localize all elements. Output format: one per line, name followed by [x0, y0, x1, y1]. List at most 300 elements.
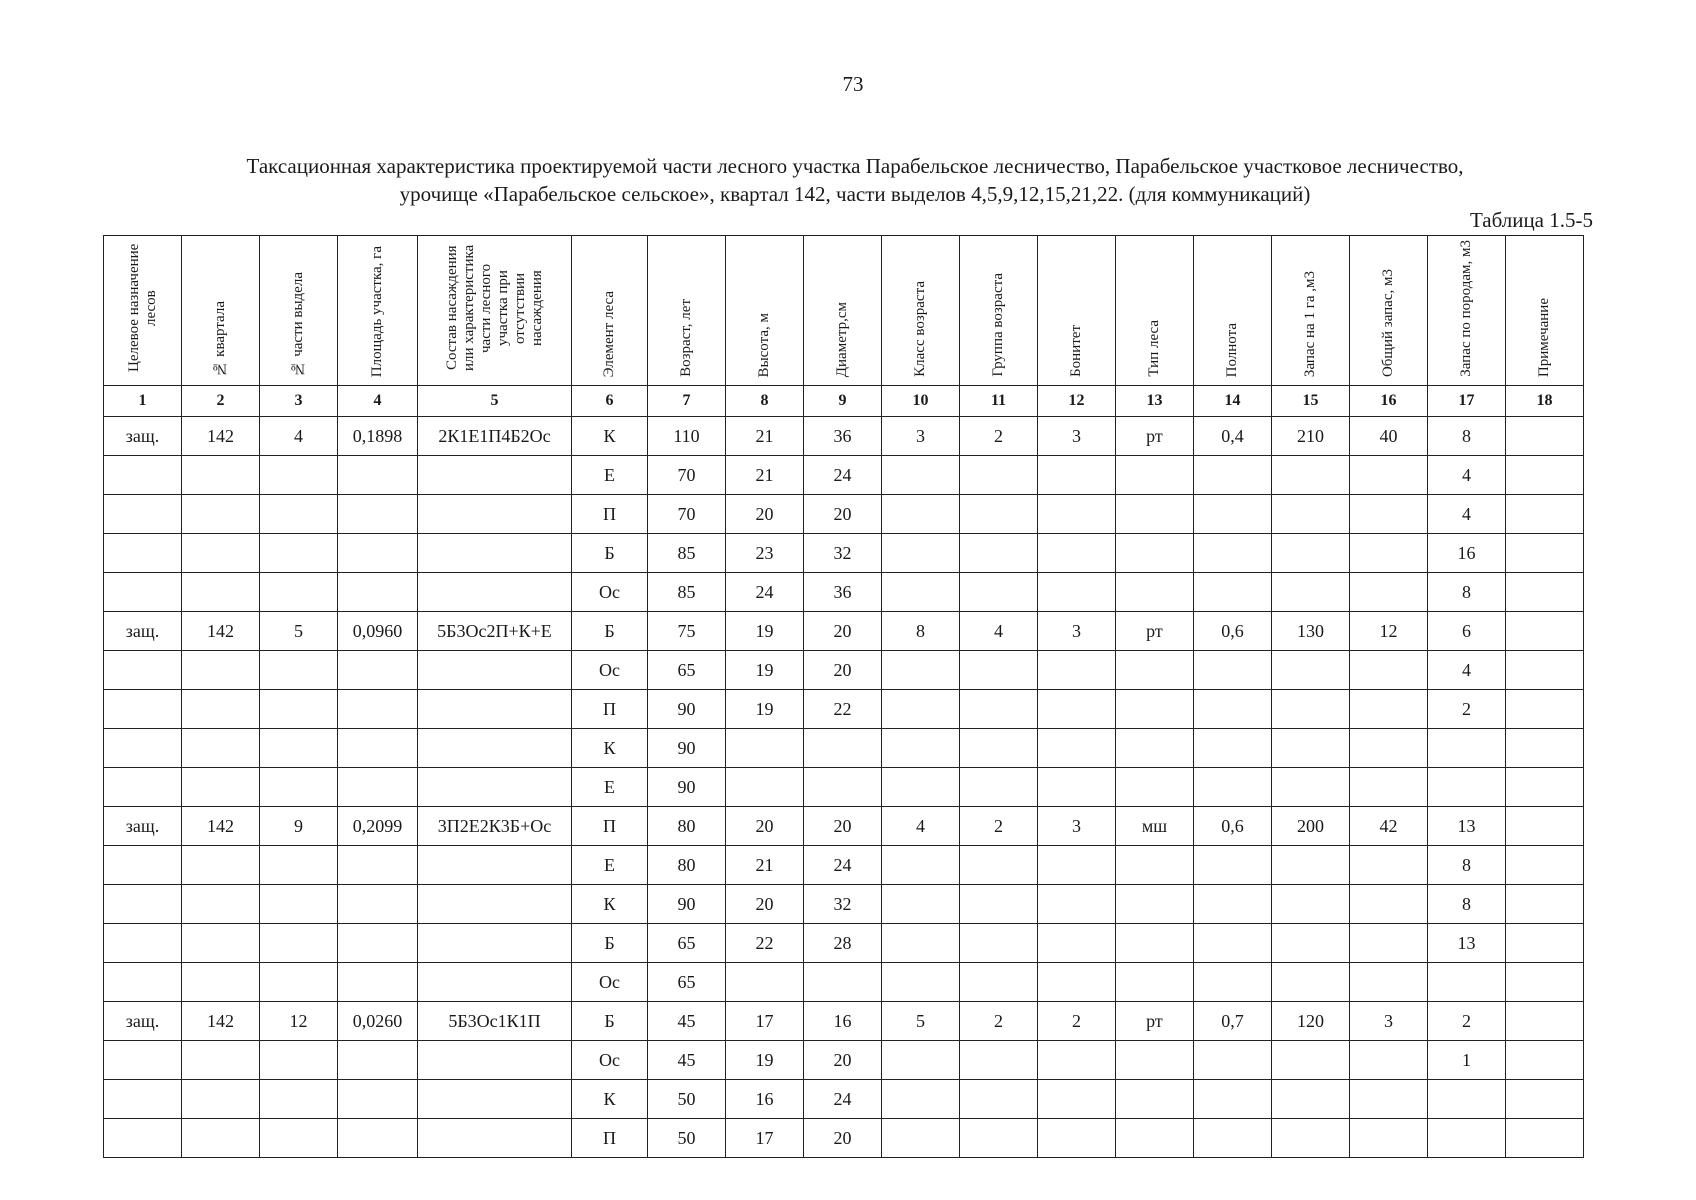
table-cell: 3П2Е2К3Б+Ос [418, 807, 572, 846]
table-cell: 22 [726, 924, 804, 963]
table-cell: 142 [182, 1002, 260, 1041]
table-cell: 16 [1428, 534, 1506, 573]
table-cell [960, 495, 1038, 534]
table-cell: 42 [1350, 807, 1428, 846]
column-header-label: Класс возраста [912, 281, 928, 377]
table-cell: 20 [804, 651, 882, 690]
table-cell: 24 [726, 573, 804, 612]
table-cell: 21 [726, 456, 804, 495]
table-cell [960, 1119, 1038, 1158]
table-cell [1194, 768, 1272, 807]
table-cell [418, 1041, 572, 1080]
table-cell: 0,0260 [338, 1002, 418, 1041]
table-cell [1272, 1041, 1350, 1080]
table-cell: 28 [804, 924, 882, 963]
table-body [104, 417, 1584, 1158]
table-cell [260, 729, 338, 768]
table-cell [182, 729, 260, 768]
column-header-label: Запас на 1 га ,м3 [1302, 270, 1318, 377]
table-cell [1428, 963, 1506, 1002]
column-number: 8 [726, 386, 804, 417]
table-cell: 20 [804, 1119, 882, 1158]
table-cell [338, 534, 418, 573]
table-cell [418, 846, 572, 885]
table-cell [104, 456, 182, 495]
table-cell: 0,6 [1194, 807, 1272, 846]
table-cell [1272, 885, 1350, 924]
title-line-2: урочище «Парабельское сельское», квартал 142, части выделов 4,5,9,12,15,21,22. (для коммуникаций) [399, 182, 1311, 206]
table-cell: 24 [804, 1080, 882, 1119]
table-label: Таблица 1.5-5 [1469, 208, 1593, 232]
table-cell: 32 [804, 885, 882, 924]
table-cell: 22 [804, 690, 882, 729]
column-header-label: Полнота [1224, 322, 1240, 377]
table-cell: К [572, 417, 648, 456]
table-cell [1506, 573, 1584, 612]
column-header [182, 236, 260, 386]
table-cell: 0,1898 [338, 417, 418, 456]
table-cell [338, 495, 418, 534]
table-cell: 0,6 [1194, 612, 1272, 651]
table-cell: 80 [648, 807, 726, 846]
table-cell [418, 768, 572, 807]
table-cell: К [572, 729, 648, 768]
table-cell [1116, 846, 1194, 885]
column-number: 6 [572, 386, 648, 417]
table-cell [1272, 651, 1350, 690]
table-row [104, 807, 1584, 846]
table-cell: 65 [648, 651, 726, 690]
table-cell [182, 768, 260, 807]
table-cell [1428, 729, 1506, 768]
table-cell: 3 [1038, 807, 1116, 846]
table-row [104, 729, 1584, 768]
table-cell [1350, 963, 1428, 1002]
table-cell: 130 [1272, 612, 1350, 651]
table-cell: 2 [960, 1002, 1038, 1041]
table-cell [338, 846, 418, 885]
table-cell [1506, 495, 1584, 534]
table-cell: Ос [572, 1041, 648, 1080]
table-cell [1038, 495, 1116, 534]
table-cell [1506, 612, 1584, 651]
table-cell: 19 [726, 1041, 804, 1080]
table-cell: П [572, 1119, 648, 1158]
table-cell: 12 [1350, 612, 1428, 651]
column-header [1272, 236, 1350, 386]
table-cell [1116, 1080, 1194, 1119]
table-cell [882, 534, 960, 573]
column-header [882, 236, 960, 386]
table-cell [260, 690, 338, 729]
table-row [104, 846, 1584, 885]
table-cell [182, 1041, 260, 1080]
column-number: 15 [1272, 386, 1350, 417]
table-cell [882, 1080, 960, 1119]
table-cell [882, 1041, 960, 1080]
table-cell: П [572, 690, 648, 729]
table-cell: защ. [104, 612, 182, 651]
column-number: 7 [648, 386, 726, 417]
table-cell [260, 846, 338, 885]
column-header [1506, 236, 1584, 386]
table-row [104, 1080, 1584, 1119]
table-cell [1506, 417, 1584, 456]
table-cell [104, 768, 182, 807]
table-cell: Б [572, 612, 648, 651]
table-row [104, 1119, 1584, 1158]
table-cell: 17 [726, 1119, 804, 1158]
table-cell [1506, 1041, 1584, 1080]
column-header-label: Высота, м [756, 312, 772, 377]
column-header-label: Состав насаждения или характеристика части лесного участка при отсутствии насаждения [443, 244, 545, 372]
table-cell: Е [572, 846, 648, 885]
table-cell [1038, 924, 1116, 963]
table-cell: 90 [648, 690, 726, 729]
column-number: 5 [418, 386, 572, 417]
column-header [726, 236, 804, 386]
table-cell [1428, 768, 1506, 807]
table-cell [1272, 573, 1350, 612]
table-cell [338, 690, 418, 729]
table-cell [804, 729, 882, 768]
table-cell [1506, 456, 1584, 495]
table-cell [960, 651, 1038, 690]
table-row [104, 1002, 1584, 1041]
column-header [1350, 236, 1428, 386]
table-cell [1350, 924, 1428, 963]
table-cell: 3 [882, 417, 960, 456]
table-cell [1194, 729, 1272, 768]
column-header [804, 236, 882, 386]
table-cell [1506, 534, 1584, 573]
table-cell [338, 573, 418, 612]
table-cell [418, 573, 572, 612]
column-header-label: Диаметр,см [834, 301, 850, 377]
table-cell: 80 [648, 846, 726, 885]
table-cell: 6 [1428, 612, 1506, 651]
table-cell [104, 495, 182, 534]
table-cell: П [572, 807, 648, 846]
table-cell [1116, 456, 1194, 495]
table-cell [418, 885, 572, 924]
table-cell: 5 [882, 1002, 960, 1041]
table-cell: защ. [104, 807, 182, 846]
table-cell [104, 885, 182, 924]
table-cell: 1 [1428, 1041, 1506, 1080]
table-cell: 45 [648, 1041, 726, 1080]
column-number: 18 [1506, 386, 1584, 417]
table-cell [1116, 924, 1194, 963]
table-row [104, 690, 1584, 729]
table-cell [338, 456, 418, 495]
title-line-1: Таксационная характеристика проектируемой части лесного участка Парабельское лесничество, Парабельское участковое лесничество, [246, 154, 1464, 178]
table-row [104, 1041, 1584, 1080]
column-number: 2 [182, 386, 260, 417]
table-cell: 24 [804, 846, 882, 885]
table-cell: 40 [1350, 417, 1428, 456]
table-cell [1194, 690, 1272, 729]
table-cell: 90 [648, 885, 726, 924]
column-header [1194, 236, 1272, 386]
table-cell [882, 1119, 960, 1158]
table-cell [1350, 885, 1428, 924]
table-cell: 200 [1272, 807, 1350, 846]
table-cell [1350, 651, 1428, 690]
table-cell [1194, 495, 1272, 534]
table-cell [104, 534, 182, 573]
table-cell [1272, 924, 1350, 963]
table-cell [260, 1080, 338, 1119]
table-cell [338, 885, 418, 924]
table-cell [1350, 1119, 1428, 1158]
table-cell [338, 1080, 418, 1119]
table-cell: 85 [648, 534, 726, 573]
column-header [260, 236, 338, 386]
table-cell [1272, 534, 1350, 573]
table-cell [882, 885, 960, 924]
table-cell: 142 [182, 417, 260, 456]
table-cell: Е [572, 456, 648, 495]
column-header-label: Элемент леса [601, 290, 617, 377]
table-title [110, 152, 1600, 208]
column-header-label: Группа возраста [990, 273, 1006, 377]
table-cell [1272, 768, 1350, 807]
table-cell [182, 1119, 260, 1158]
table-cell [260, 963, 338, 1002]
table-cell [1506, 1119, 1584, 1158]
table-cell: 8 [882, 612, 960, 651]
table-cell [1038, 573, 1116, 612]
table-cell: 8 [1428, 417, 1506, 456]
table-cell: 2 [960, 807, 1038, 846]
table-cell: 2 [1428, 1002, 1506, 1041]
table-cell [260, 885, 338, 924]
table-cell [260, 1119, 338, 1158]
table-row [104, 495, 1584, 534]
table-cell: П [572, 495, 648, 534]
table-cell [418, 456, 572, 495]
table-cell [1506, 768, 1584, 807]
table-cell: 0,0960 [338, 612, 418, 651]
table-cell: 90 [648, 729, 726, 768]
table-cell [1038, 1119, 1116, 1158]
table-cell [418, 729, 572, 768]
table-cell: 142 [182, 612, 260, 651]
table-cell: 20 [726, 807, 804, 846]
table-cell [1350, 534, 1428, 573]
column-header-label: Тип леса [1146, 320, 1162, 377]
table-cell [338, 729, 418, 768]
column-number: 11 [960, 386, 1038, 417]
table-cell: 36 [804, 573, 882, 612]
table-cell [804, 768, 882, 807]
table-cell [338, 768, 418, 807]
table-cell [182, 534, 260, 573]
table-cell [418, 924, 572, 963]
table-cell [182, 1080, 260, 1119]
column-header [1428, 236, 1506, 386]
table-cell [882, 651, 960, 690]
table-cell [1194, 846, 1272, 885]
table-cell [104, 690, 182, 729]
table-cell [1194, 963, 1272, 1002]
column-header [572, 236, 648, 386]
table-cell: 2К1Е1П4Б2Ос [418, 417, 572, 456]
table-cell [726, 768, 804, 807]
column-header [338, 236, 418, 386]
table-cell [1038, 1080, 1116, 1119]
table-cell: 19 [726, 612, 804, 651]
table-cell [1116, 729, 1194, 768]
table-cell [260, 1041, 338, 1080]
table-row [104, 768, 1584, 807]
table-cell [260, 573, 338, 612]
table-cell: 120 [1272, 1002, 1350, 1041]
table-cell: 20 [804, 612, 882, 651]
table-cell [338, 651, 418, 690]
column-header [648, 236, 726, 386]
table-cell [338, 924, 418, 963]
table-cell [104, 924, 182, 963]
table-cell: 2 [1428, 690, 1506, 729]
table-cell: 3 [1038, 417, 1116, 456]
table-cell [1194, 456, 1272, 495]
table-cell [1350, 456, 1428, 495]
table-cell [1116, 651, 1194, 690]
table-cell: 70 [648, 495, 726, 534]
table-cell: защ. [104, 417, 182, 456]
table-cell [726, 963, 804, 1002]
table-cell: 4 [260, 417, 338, 456]
column-number: 4 [338, 386, 418, 417]
table-cell [1038, 1041, 1116, 1080]
table-cell [882, 495, 960, 534]
table-cell: 21 [726, 417, 804, 456]
table-cell [1350, 495, 1428, 534]
column-number: 3 [260, 386, 338, 417]
table-cell [418, 495, 572, 534]
table-cell: 4 [1428, 495, 1506, 534]
table-cell [1194, 651, 1272, 690]
table-cell [104, 651, 182, 690]
page-number: 73 [842, 72, 864, 96]
table-cell [1506, 924, 1584, 963]
table-cell [960, 924, 1038, 963]
table-cell [882, 924, 960, 963]
table-cell [1506, 846, 1584, 885]
table-cell [882, 456, 960, 495]
table-cell [1506, 963, 1584, 1002]
column-number: 12 [1038, 386, 1116, 417]
column-number-row [104, 386, 1584, 417]
table-cell: 8 [1428, 885, 1506, 924]
table-cell: Б [572, 534, 648, 573]
table-cell: 19 [726, 651, 804, 690]
table-cell [182, 495, 260, 534]
table-cell: 9 [260, 807, 338, 846]
table-cell [882, 846, 960, 885]
table-cell: 8 [1428, 573, 1506, 612]
table-cell [960, 729, 1038, 768]
table-cell: 20 [726, 495, 804, 534]
table-cell [338, 1041, 418, 1080]
table-cell [1506, 1002, 1584, 1041]
table-cell: 36 [804, 417, 882, 456]
table-cell [1038, 885, 1116, 924]
table-cell [882, 963, 960, 1002]
table-cell [1506, 651, 1584, 690]
table-cell [104, 963, 182, 1002]
table-cell [1350, 768, 1428, 807]
table-cell [1038, 534, 1116, 573]
table-cell [1116, 495, 1194, 534]
table-row [104, 651, 1584, 690]
column-number: 14 [1194, 386, 1272, 417]
table-cell [1194, 1041, 1272, 1080]
table-cell [104, 1041, 182, 1080]
table-cell [1116, 534, 1194, 573]
column-number: 9 [804, 386, 882, 417]
column-header-label: Целевое назначение лесов [125, 243, 159, 373]
table-cell [1506, 807, 1584, 846]
table-cell [260, 456, 338, 495]
table-cell: К [572, 885, 648, 924]
table-cell [882, 690, 960, 729]
column-header-label: Общий запас, м3 [1380, 268, 1396, 377]
table-cell [960, 534, 1038, 573]
table-row [104, 963, 1584, 1002]
table-row [104, 612, 1584, 651]
table-cell: 210 [1272, 417, 1350, 456]
table-cell [960, 573, 1038, 612]
table-cell [418, 1119, 572, 1158]
table-cell [1272, 456, 1350, 495]
table-cell: 0,4 [1194, 417, 1272, 456]
table-cell [1350, 1041, 1428, 1080]
table-cell: 45 [648, 1002, 726, 1041]
taxation-table [103, 235, 1584, 1158]
table-cell [1506, 885, 1584, 924]
table-cell [1194, 1119, 1272, 1158]
table-cell: 90 [648, 768, 726, 807]
table-cell [1350, 690, 1428, 729]
table-cell [1428, 1080, 1506, 1119]
table-cell: Б [572, 924, 648, 963]
table-cell [1194, 534, 1272, 573]
column-header-label: № части выдела [290, 272, 306, 377]
column-header-label: Запас по породам, м3 [1458, 240, 1474, 377]
table-cell [1194, 1080, 1272, 1119]
table-cell [1272, 1080, 1350, 1119]
table-cell [1428, 1119, 1506, 1158]
table-row [104, 417, 1584, 456]
table-cell: 5Б3Ос1К1П [418, 1002, 572, 1041]
table-cell: Ос [572, 963, 648, 1002]
table-cell: 70 [648, 456, 726, 495]
table-cell [182, 885, 260, 924]
table-cell [260, 651, 338, 690]
table-cell: 16 [726, 1080, 804, 1119]
table-cell: 3 [1350, 1002, 1428, 1041]
table-cell: 0,2099 [338, 807, 418, 846]
table-cell [260, 924, 338, 963]
table-cell: 142 [182, 807, 260, 846]
column-header-label: № квартала [212, 301, 228, 377]
table-cell [1116, 1119, 1194, 1158]
table-cell: 3 [1038, 612, 1116, 651]
column-header [1116, 236, 1194, 386]
